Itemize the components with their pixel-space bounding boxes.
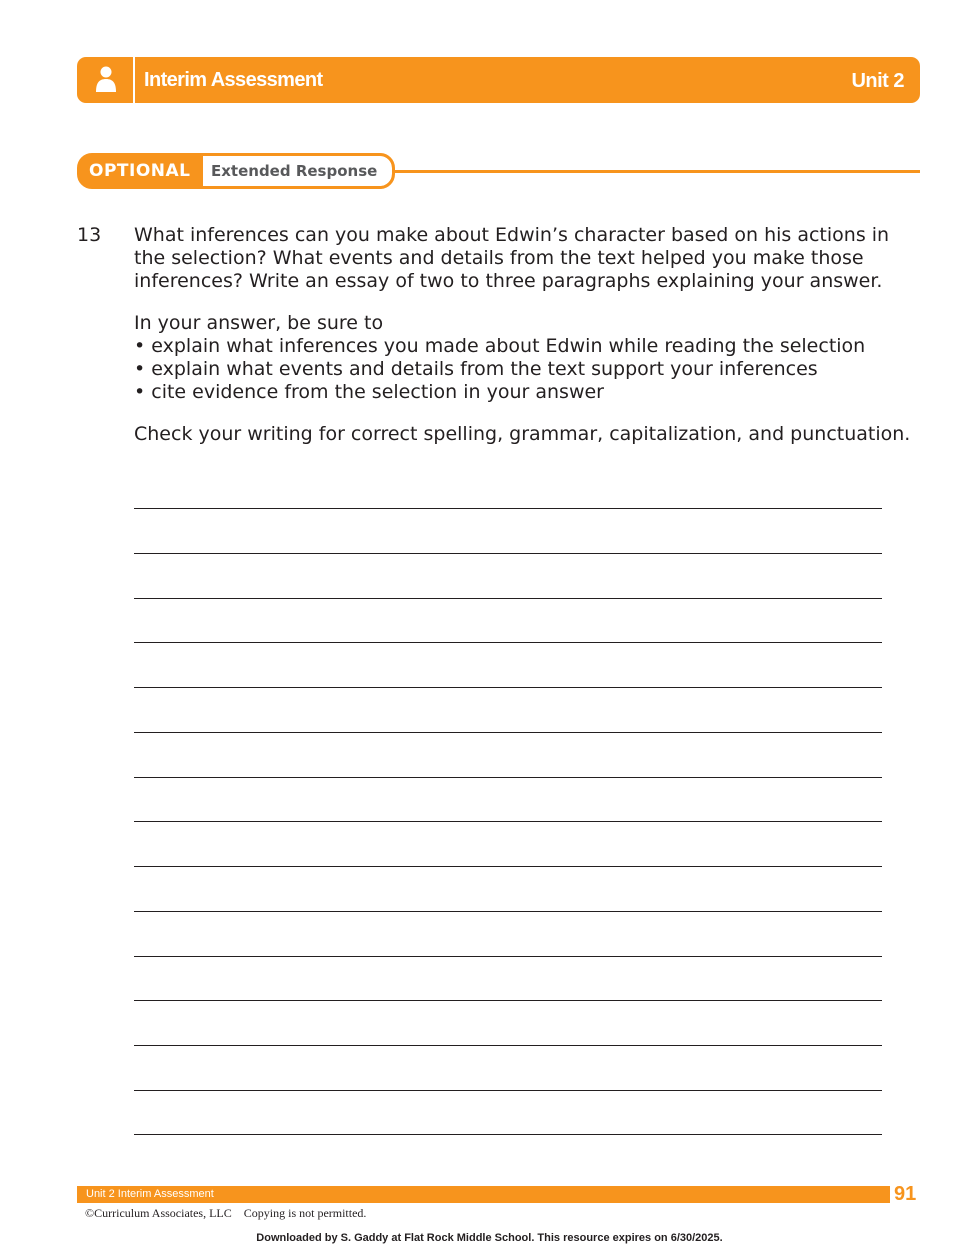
answer-line[interactable] [134,598,882,599]
guide-bullet: • cite evidence from the selection in your answer [134,381,924,404]
answer-line[interactable] [134,508,882,509]
answer-line[interactable] [134,687,882,688]
answer-line[interactable] [134,1045,882,1046]
section-divider-rule [390,170,920,173]
extended-response-label: Extended Response [203,156,392,186]
footer-bar: Unit 2 Interim Assessment [77,1186,890,1203]
guide-bullet-list [134,335,924,404]
header-divider [133,57,135,103]
copyright-text: ©Curriculum Associates, LLC [85,1206,232,1220]
answer-line[interactable] [134,553,882,554]
answer-line[interactable] [134,1000,882,1001]
question-body [134,224,924,446]
guide-intro: In your answer, be sure to [134,312,384,334]
copyright-line [85,1206,378,1221]
answer-line[interactable] [134,821,882,822]
header-title: Interim Assessment [144,69,323,91]
answer-line[interactable] [134,866,882,867]
student-person-icon [77,57,133,103]
header-unit: Unit 2 [851,70,904,92]
answer-line[interactable] [134,1134,882,1135]
answer-line[interactable] [134,1090,882,1091]
answer-line[interactable] [134,732,882,733]
header-bar [77,57,920,103]
answer-line[interactable] [134,777,882,778]
optional-label: OPTIONAL [89,161,191,181]
answer-line[interactable] [134,642,882,643]
page-number: 91 [894,1183,917,1205]
question-prompt: What inferences can you make about Edwin’s character based on his actions in the selection? What events and details from the text helped you make those inferences? Write an essay of two to three paragraphs explaining your answer. [134,224,890,292]
check-note: Check your writing for correct spelling, grammar, capitalization, and punctuation. [134,423,911,445]
copy-notice: Copying is not permitted. [243,1206,367,1220]
section-tab [77,153,395,189]
guide-bullet: • explain what events and details from the text support your inferences [134,358,924,381]
answer-line[interactable] [134,956,882,957]
guide-bullet: • explain what inferences you made about Edwin while reading the selection [134,335,924,358]
download-note: Downloaded by S. Gaddy at Flat Rock Middle School. This resource expires on 6/30/2025. [256,1232,723,1244]
question-number: 13 [77,224,102,246]
answer-line[interactable] [134,911,882,912]
